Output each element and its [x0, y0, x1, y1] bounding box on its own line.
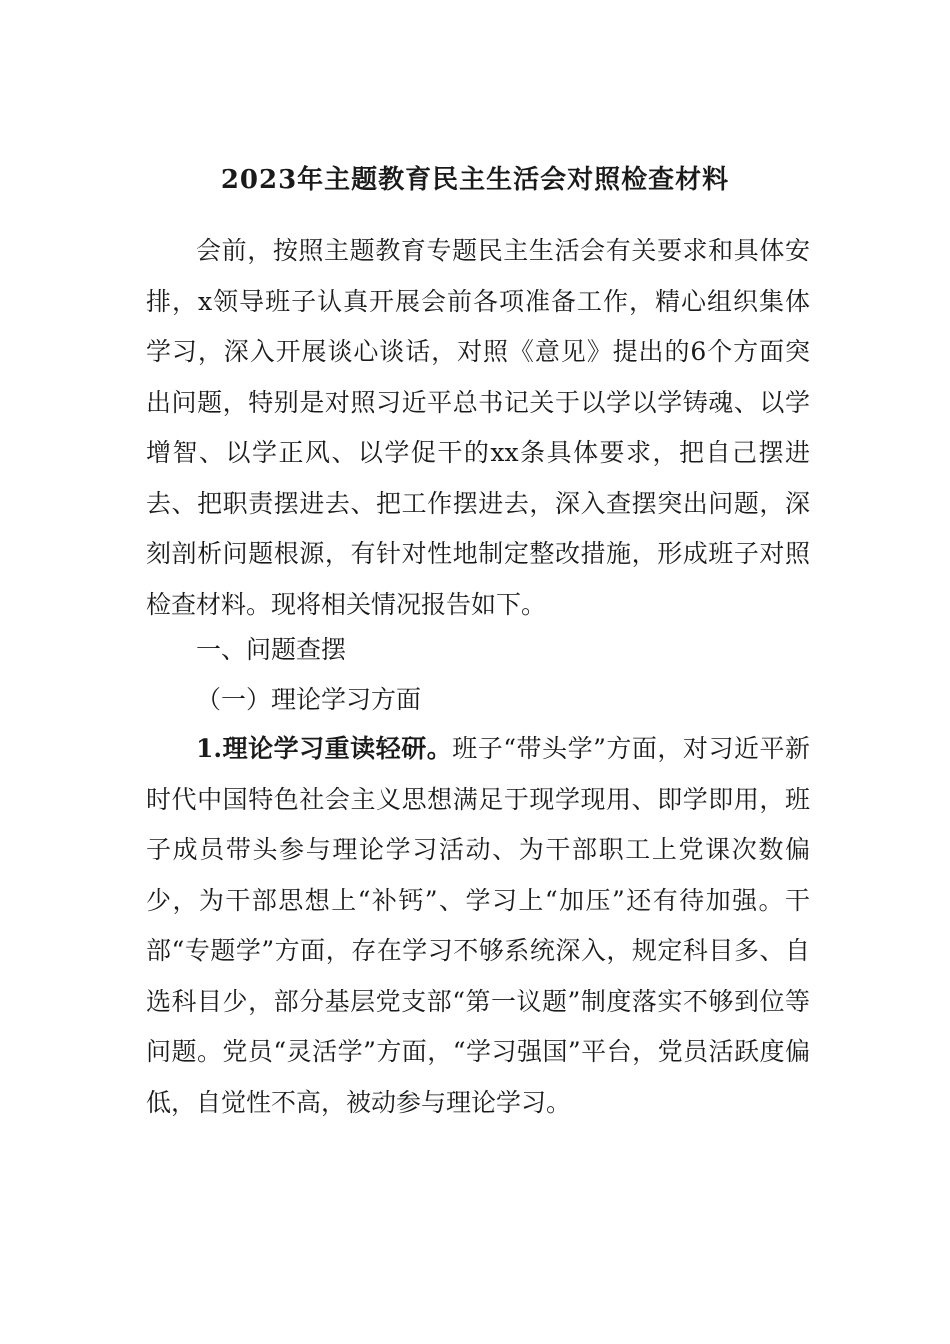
- document-title: 2023年主题教育民主生活会对照检查材料: [220, 165, 730, 195]
- item-1-body: 班子“带头学”方面，对习近平新时代中国特色社会主义思想满足于现学现用、即学即用，班子成员带头参与理论学习活动、为干部职工上党课次数偏少，为干部思想上“补钙”、学习上“加压”还有待加强。干部“专题学”方面，存在学习不够系统深入，规定科目多、自选科目少，部分基层党支部“第一议题”制度落实不够到位等问题。党员“灵活学”方面，“学习强国”平台，党员活跃度偏低，自觉性不高，被动参与理论学习。: [146, 734, 810, 1117]
- item-1-paragraph: [146, 724, 810, 1128]
- item-1-lead: 1.理论学习重读轻研。: [196, 734, 453, 763]
- section-heading: 一、问题查摆: [196, 635, 347, 664]
- intro-paragraph: 会前，按照主题教育专题民主生活会有关要求和具体安排，x领导班子认真开展会前各项准备工作，精心组织集体学习，深入开展谈心谈话，对照《意见》提出的6个方面突出问题，特别是对照习近平总书记关于以学以学铸魂、以学增智、以学正风、以学促干的xx条具体要求，把自己摆进去、把职责摆进去、把工作摆进去，深入查摆突出问题，深刻剖析问题根源，有针对性地制定整改措施，形成班子对照检查材料。现将相关情况报告如下。: [146, 236, 810, 619]
- subsection-heading: （一）理论学习方面: [196, 685, 422, 714]
